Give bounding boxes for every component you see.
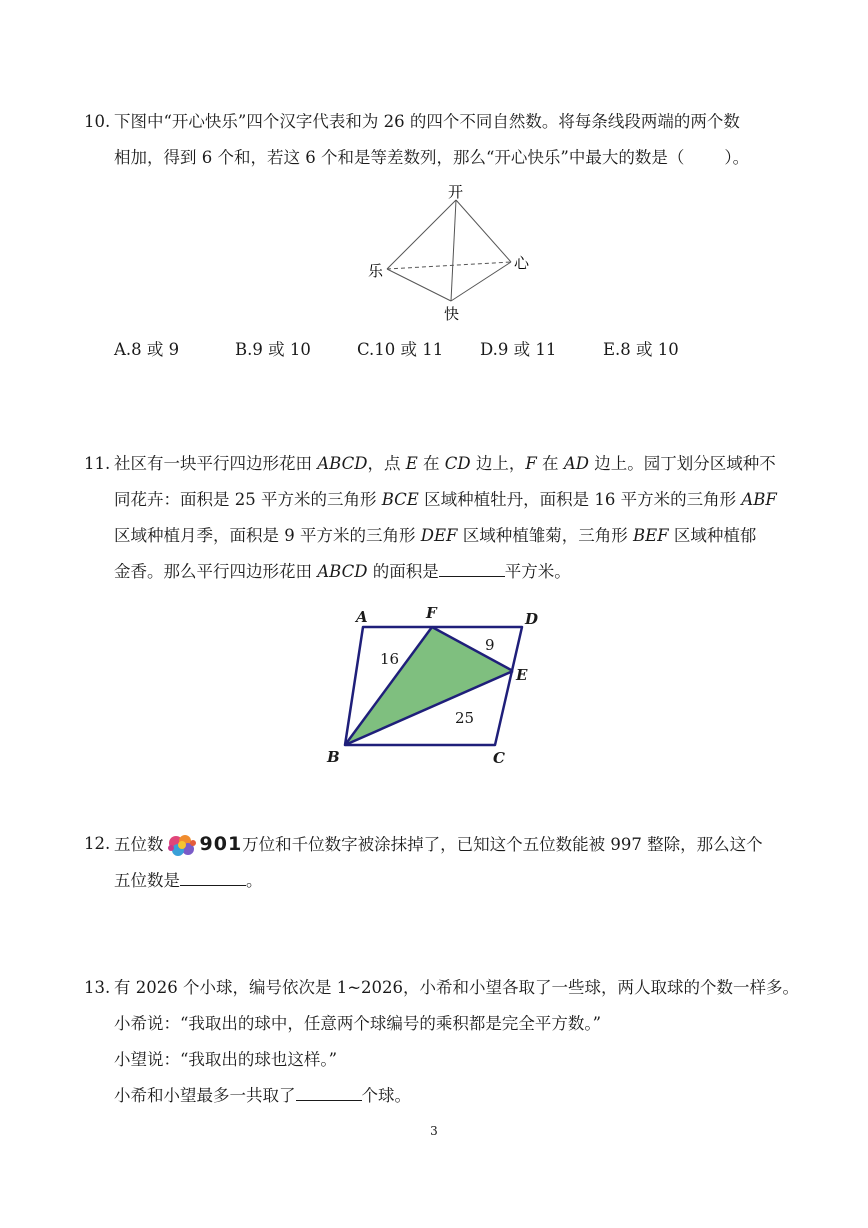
question-number: 13. xyxy=(84,978,111,997)
area-label-def: 9 xyxy=(485,636,495,654)
question-text: 有 2026 个小球，编号依次是 1~2026，小希和小望各取了一些球，两人取球的个数一样多。 小希说：“我取出的球中，任意两个球编号的乘积都是完全平方数。” 小望说：“我取出的球也这样。” 小希和小望最多一共取了 个球。 xyxy=(114,978,800,1105)
option-a: A.8 或 9 xyxy=(114,340,180,359)
vertex-label-right: 心 xyxy=(514,254,530,272)
area-label-abf: 16 xyxy=(380,650,400,668)
vertex-label-e: E xyxy=(516,666,528,684)
question-text: 五位数 901万位和千位数字被涂抹掉了，已知这个五位数能被 997 整除，那么这个 五位数是 。 xyxy=(114,833,763,890)
page-number: 3 xyxy=(430,1124,438,1138)
question-10 xyxy=(84,104,794,176)
vertex-label-a: A xyxy=(356,608,368,626)
question-number: 10. xyxy=(84,112,111,131)
vertex-label-left: 乐 xyxy=(368,262,384,280)
answer-blank xyxy=(180,867,246,886)
answer-blank xyxy=(296,1082,362,1101)
question-text: 社区有一块平行四边形花田 ABCD，点 E 在 CD 边上，F 在 AD 边上。园丁划分区域种不 同花卉：面积是 25 平方米的三角形 BCE 区域种植牡丹，面积是 16 平方米的三角形 ABF 区域种植月季，面积是 9 平方米的三角形 DEF 区域种植雏菊，三角形 BEF 区域种植郁 金香。那么平行四边形花田 ABCD 的面积是 平方米。 xyxy=(114,454,777,581)
question-number: 12. xyxy=(84,834,111,853)
question-12 xyxy=(84,826,794,899)
answer-blank xyxy=(439,558,505,577)
ink-blot-icon xyxy=(166,833,198,859)
vertex-label-d: D xyxy=(525,610,539,628)
option-d: D.9 或 11 xyxy=(480,340,557,359)
question-13 xyxy=(84,970,800,1114)
option-c: C.10 或 11 xyxy=(357,340,444,359)
vertex-label-bottom: 快 xyxy=(444,305,460,323)
option-b: B.9 或 10 xyxy=(235,340,311,359)
parallelogram-figure xyxy=(320,600,550,775)
area-label-bce: 25 xyxy=(455,709,475,727)
vertex-label-c: C xyxy=(493,749,505,767)
vertex-label-f: F xyxy=(426,604,437,622)
question-11 xyxy=(84,446,794,590)
question-text: 下图中“开心快乐”四个汉字代表和为 26 的四个不同自然数。将每条线段两端的两个数 相加，得到 6 个和，若这 6 个和是等差数列，那么“开心快乐”中最大的数是（ ）。 xyxy=(114,112,750,167)
vertex-label-b: B xyxy=(327,748,340,766)
vertex-label-top: 开 xyxy=(448,183,464,201)
tetrahedron-figure xyxy=(360,180,540,325)
question-number: 11. xyxy=(84,454,111,473)
option-e: E.8 或 10 xyxy=(603,340,679,359)
